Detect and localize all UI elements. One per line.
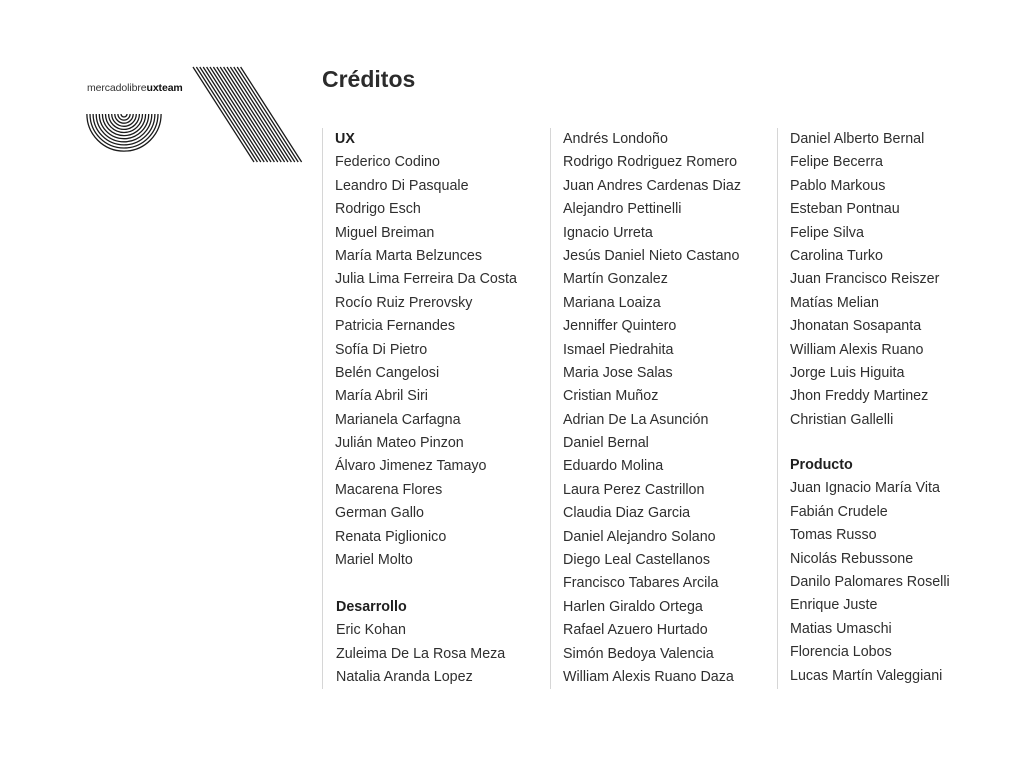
credit-name: Rafael Azuero Hurtado <box>563 622 708 639</box>
credit-name: Christian Gallelli <box>790 411 894 428</box>
credit-name: Diego Leal Castellanos <box>563 552 711 569</box>
credit-name: Juan Ignacio María Vita <box>790 480 940 497</box>
credit-name: Mariana Loaiza <box>563 294 661 311</box>
credits-group-continued <box>563 128 741 689</box>
credit-name: Maria Jose Salas <box>563 364 673 381</box>
credit-name: Alejandro Pettinelli <box>563 201 682 218</box>
semicircle-arcs-icon <box>87 114 161 151</box>
credit-name: Ignacio Urreta <box>563 224 653 241</box>
credit-name: Martín Gonzalez <box>563 271 668 288</box>
credit-name: Fabián Crudele <box>790 503 888 520</box>
page-title: Créditos <box>322 66 416 92</box>
credit-name: Julián Mateo Pinzon <box>335 435 464 452</box>
credit-name: Tomas Russo <box>790 527 877 544</box>
credit-name: Adrian De La Asunción <box>563 411 709 428</box>
credit-name: Zuleima De La Rosa Meza <box>336 645 506 662</box>
credit-name: Lucas Martín Valeggiani <box>790 667 943 684</box>
credit-name: Cristian Muñoz <box>563 388 659 405</box>
credit-name: Macarena Flores <box>335 481 443 498</box>
credit-name: Carolina Turko <box>790 247 883 264</box>
credit-name: Matías Melian <box>790 294 879 311</box>
credit-name: Julia Lima Ferreira Da Costa <box>335 271 517 288</box>
credit-name: Pablo Markous <box>790 177 886 194</box>
credit-name: Juan Andres Cardenas Diaz <box>563 177 742 194</box>
credit-name: Jhonatan Sosapanta <box>790 318 922 335</box>
credit-name: Felipe Becerra <box>790 154 883 171</box>
credit-name: Sofía Di Pietro <box>335 341 428 358</box>
credit-name: Simón Bedoya Valencia <box>563 645 714 662</box>
diagonal-stripes-icon <box>193 67 302 162</box>
credits-column-1 <box>322 128 548 689</box>
credit-name: Daniel Bernal <box>563 435 649 452</box>
credit-name: Enrique Juste <box>790 597 878 614</box>
credit-name: Daniel Alejandro Solano <box>563 528 716 545</box>
credit-name: Andrés Londoño <box>563 131 668 147</box>
credit-name: Harlen Giraldo Ortega <box>563 598 703 615</box>
credits-group-producto <box>790 454 950 688</box>
credit-name: María Marta Belzunces <box>335 247 482 264</box>
credit-name: Rodrigo Rodriguez Romero <box>563 154 738 171</box>
credit-name: Eduardo Molina <box>563 458 664 475</box>
credit-name: Miguel Breiman <box>335 224 435 241</box>
credits-group-ux <box>335 128 517 572</box>
credit-name: Danilo Palomares Roselli <box>790 573 950 590</box>
credits-column-3 <box>777 128 1008 689</box>
credit-name: Eric Kohan <box>336 622 406 639</box>
credit-name: William Alexis Ruano <box>790 341 924 358</box>
credit-name: Laura Perez Castrillon <box>563 481 705 498</box>
credit-name: Francisco Tabares Arcila <box>563 575 719 592</box>
credit-name: Marianela Carfagna <box>335 411 461 428</box>
group-heading: Producto <box>790 457 853 473</box>
credit-name: William Alexis Ruano Daza <box>563 668 734 685</box>
credit-name: María Abril Siri <box>335 388 428 405</box>
credit-name: Renata Piglionico <box>335 528 447 545</box>
brand-name-bold: uxteam <box>146 82 183 94</box>
credit-name: Álvaro Jimenez Tamayo <box>335 458 487 475</box>
group-heading: UX <box>335 131 355 147</box>
credit-name: Rodrigo Esch <box>335 201 421 218</box>
credit-name: Leandro Di Pasquale <box>335 177 469 194</box>
credit-name: German Gallo <box>335 505 424 522</box>
credits-column-2 <box>550 128 776 689</box>
credits-group-desarrollo <box>336 596 505 690</box>
credit-name: Daniel Alberto Bernal <box>790 131 925 147</box>
credits-group-continued <box>790 128 939 432</box>
credit-name: Felipe Silva <box>790 224 864 241</box>
brand-logo-graphic <box>86 66 306 166</box>
credit-name: Federico Codino <box>335 154 440 171</box>
credit-name: Esteban Pontnau <box>790 201 900 218</box>
credit-name: Patricia Fernandes <box>335 318 455 335</box>
credit-name: Jenniffer Quintero <box>563 318 677 335</box>
credit-name: Juan Francisco Reiszer <box>790 271 940 288</box>
credit-name: Mariel Molto <box>335 552 413 569</box>
credit-name: Claudia Diaz Garcia <box>563 505 691 522</box>
credit-name: Florencia Lobos <box>790 644 892 661</box>
credit-name: Natalia Aranda Lopez <box>336 669 473 686</box>
credit-name: Rocío Ruiz Prerovsky <box>335 294 473 311</box>
group-heading: Desarrollo <box>336 599 407 615</box>
credit-name: Jhon Freddy Martinez <box>790 388 929 405</box>
brand-name-regular: mercadolibre <box>87 82 147 94</box>
credit-name: Jesús Daniel Nieto Castano <box>563 247 740 264</box>
credit-name: Ismael Piedrahita <box>563 341 674 358</box>
credit-name: Jorge Luis Higuita <box>790 364 905 381</box>
credit-name: Nicolás Rebussone <box>790 550 914 567</box>
credit-name: Belén Cangelosi <box>335 364 440 381</box>
credit-name: Matias Umaschi <box>790 620 892 637</box>
